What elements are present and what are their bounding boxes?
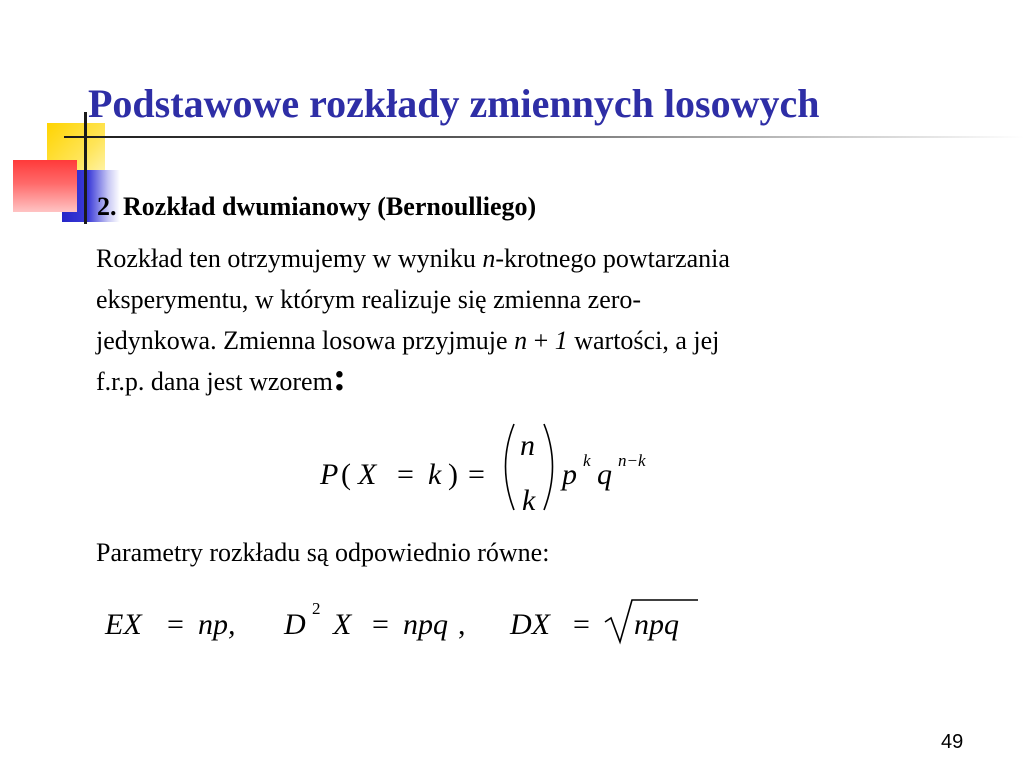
formula-npq: npq bbox=[403, 608, 448, 641]
formula-EX: EX bbox=[105, 608, 142, 641]
page-number: 49 bbox=[941, 731, 964, 753]
body-line-1 bbox=[96, 238, 956, 279]
binomial-pmf-formula bbox=[300, 418, 680, 524]
formula-lparen: ( bbox=[341, 458, 351, 491]
body-text-segment: Rozkład ten otrzymujemy w wyniku bbox=[96, 244, 483, 273]
formula-DX: DX bbox=[510, 608, 550, 641]
body-line-4 bbox=[96, 354, 956, 402]
formula-comma: , bbox=[458, 608, 466, 641]
formula-equals: = bbox=[167, 608, 184, 641]
binomial-bottom-k: k bbox=[522, 484, 536, 517]
formula-equals: = bbox=[573, 608, 590, 641]
body-variable-n: n bbox=[514, 326, 528, 355]
body-variable-n: n bbox=[482, 244, 496, 273]
formula-symbol-p: p bbox=[562, 458, 577, 491]
formula-X: X bbox=[333, 608, 352, 641]
body-text-segment: jedynkowa. Zmienna losowa przyjmuje bbox=[96, 326, 515, 355]
formula-equals: = bbox=[397, 458, 414, 491]
slide-subtitle: 2. Rozkład dwumianowy (Bernoulliego) bbox=[97, 192, 537, 221]
formula-np: np, bbox=[198, 608, 236, 641]
body-text-segment: f.r.p. dana jest wzorem bbox=[96, 367, 333, 396]
body-line-2: eksperymentu, w którym realizuje się zmienna zero- bbox=[96, 285, 642, 314]
formula-exponent-n-minus-k: n−k bbox=[618, 451, 646, 470]
formula-rparen: ) bbox=[448, 458, 458, 491]
formula-equals: = bbox=[468, 458, 485, 491]
formula-D: D bbox=[284, 608, 306, 641]
body-colon: : bbox=[332, 354, 347, 399]
decor-title-underline bbox=[64, 136, 1024, 138]
formula-exponent-2: 2 bbox=[312, 599, 321, 618]
formula-equals: = bbox=[372, 608, 389, 641]
binomial-left-paren bbox=[506, 424, 515, 510]
body-paragraph bbox=[96, 238, 956, 402]
body-text-segment: -krotnego powtarzania bbox=[495, 244, 730, 273]
parameters-formula bbox=[100, 592, 720, 652]
slide-title: Podstawowe rozkłady zmiennych losowych bbox=[88, 81, 820, 126]
body-text-segment: wartości, a jej bbox=[567, 326, 720, 355]
body-line-3 bbox=[96, 320, 956, 361]
body-number-one: 1 bbox=[554, 326, 568, 355]
formula-exponent-k: k bbox=[583, 451, 591, 470]
formula-symbol-k: k bbox=[428, 458, 442, 491]
binomial-top-n: n bbox=[520, 429, 535, 462]
binomial-right-paren bbox=[544, 424, 553, 510]
body-plus-sign: + bbox=[527, 326, 555, 355]
formula-symbol-q: q bbox=[597, 458, 612, 491]
formula-symbol-X: X bbox=[358, 458, 377, 491]
decor-red-square bbox=[13, 160, 77, 212]
formula-sqrt-npq: npq bbox=[634, 608, 679, 641]
parameters-intro-text: Parametry rozkładu są odpowiednio równe: bbox=[96, 538, 550, 567]
decor-vertical-line bbox=[84, 112, 87, 224]
formula-symbol-P: P bbox=[320, 458, 339, 491]
